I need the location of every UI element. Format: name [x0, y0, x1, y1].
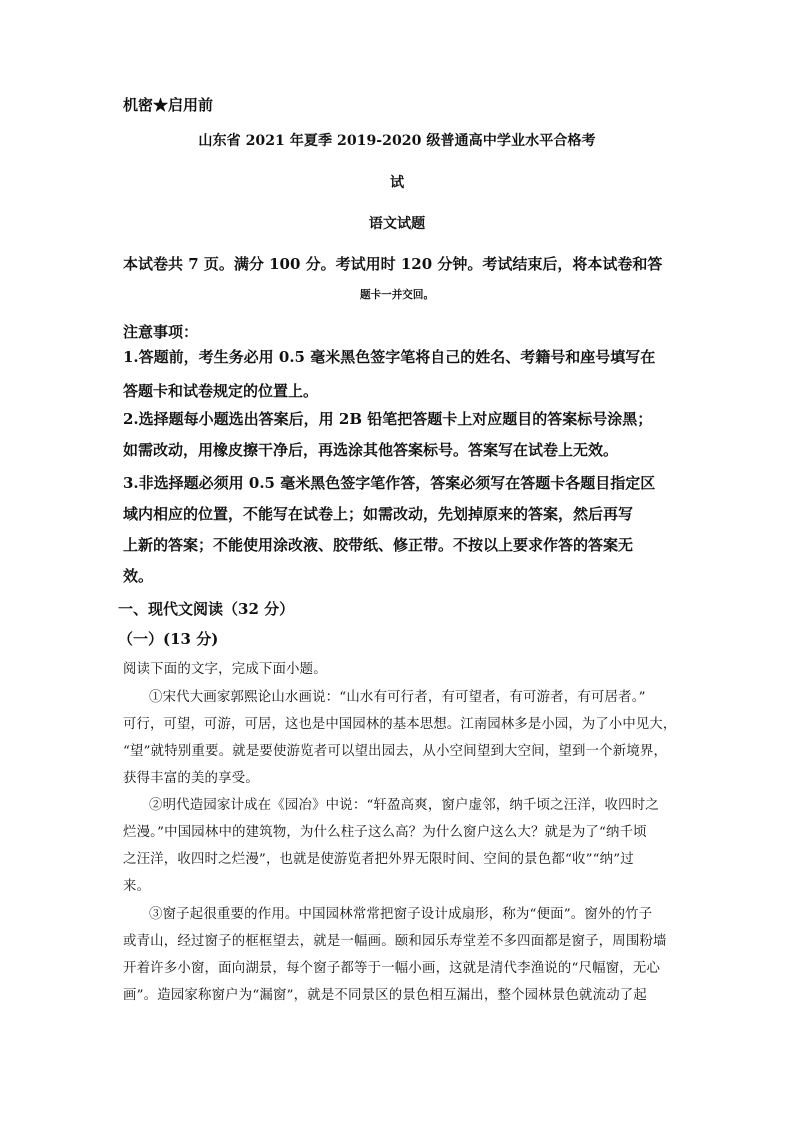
passage-p3-line-2: 或青山，经过窗子的框框望去，就是一幅画。颐和园乐寿堂差不多四面都是窗子，周围粉墙: [123, 934, 667, 949]
passage-p2-line-1: ②明代造园家计成在《园冶》中说：“轩盈高爽，窗户虚邻，纳千顷之汪洋，收四时之: [149, 798, 659, 813]
intro-line-2: 题卡一并交回。: [359, 289, 435, 301]
passage-p2-line-4: 来。: [123, 879, 151, 894]
passage-p2-line-2: 烂漫。”中国园林中的建筑物，为什么柱子这么高？为什么窗户这么大？就是为了“纳千顷: [123, 825, 647, 840]
note-item-2-line-1: 2.选择题每小题选出答案后，用 2B 铅笔把答题卡上对应题目的答案标号涂黑；: [123, 410, 653, 428]
section-1-heading: 一、现代文阅读（32 分）: [118, 600, 295, 618]
exam-title-line-1: 山东省 2021 年夏季 2019-2020 级普通高中学业水平合格考: [198, 133, 596, 149]
subject-title: 语文试题: [368, 216, 426, 232]
section-1-sub-heading: （一）(13 分): [118, 630, 219, 648]
passage-p1-line-2: 可行，可望，可游，可居，这也是中国园林的基本思想。江南园林多是小园，为了小中见大，: [123, 717, 677, 732]
note-item-3-line-2: 域内相应的位置，不能写在试卷上；如需改动，先划掉原来的答案，然后再写: [123, 505, 634, 523]
note-item-3-line-3: 上新的答案；不能使用涂改液、胶带纸、修正带。不按以上要求作答的答案无: [123, 536, 634, 554]
passage-p3-line-4: 画”。造园家称窗户为“漏窗”，就是不同景区的景色相互漏出，整个园林景色就流动了起: [123, 988, 647, 1003]
reading-instruction: 阅读下面的文字，完成下面小题。: [123, 662, 327, 677]
note-item-1-line-2: 答题卡和试卷规定的位置上。: [123, 382, 319, 400]
intro-line-1: 本试卷共 7 页。满分 100 分。考试用时 120 分钟。考试结束后，将本试卷和答: [123, 255, 663, 273]
passage-p3-line-3: 开着许多小窗，面向湖景，每个窗子都等于一幅小画，这就是清代李渔说的“尺幅窗，无心: [123, 961, 661, 976]
passage-p1-line-1: ①宋代大画家郭熙论山水画说：“山水有可行者，有可望者，有可游者，有可居者。”: [149, 690, 646, 705]
passage-p1-line-4: 获得丰富的美的享受。: [123, 771, 259, 786]
note-item-3-line-1: 3.非选择题必须用 0.5 毫米黑色签字笔作答，答案必须写在答题卡各题目指定区: [123, 474, 656, 492]
note-item-3-line-4: 效。: [123, 567, 154, 585]
exam-title-line-2: 试: [389, 175, 405, 191]
secret-mark: 机密★启用前: [123, 96, 214, 114]
passage-p2-line-3: 之汪洋，收四时之烂漫”，也就是使游览者把外界无限时间、空间的景色都“收”“纳”过: [123, 852, 634, 867]
note-item-1-line-1: 1.答题前，考生务必用 0.5 毫米黑色签字笔将自己的姓名、考籍号和座号填写在: [123, 348, 656, 366]
note-item-2-line-2: 如需改动，用橡皮擦干净后，再选涂其他答案标号。答案写在试卷上无效。: [123, 441, 619, 459]
passage-p3-line-1: ③窗子起很重要的作用。中国园林常常把窗子设计成扇形，称为“便面”。窗外的竹子: [149, 907, 653, 922]
passage-p1-line-3: “望”就特别重要。就是要使游览者可以望出园去，从小空间望到大空间，望到一个新境界，: [123, 744, 668, 759]
notes-heading: 注意事项：: [123, 323, 199, 341]
